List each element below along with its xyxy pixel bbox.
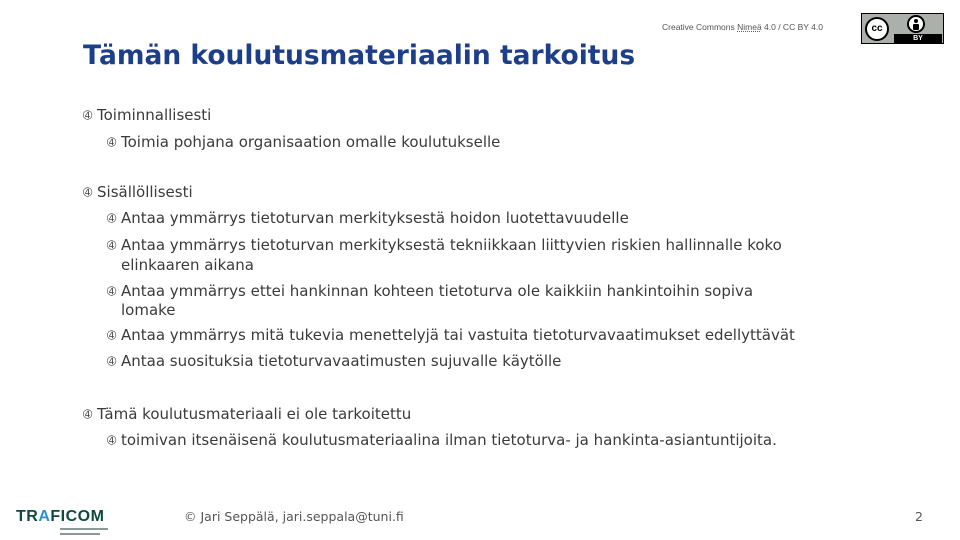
attribution-person-icon	[907, 15, 925, 33]
bullet-item	[83, 105, 211, 126]
bullet-text: toimivan itsenäisenä koulutusmateriaalina ilman tietoturva- ja hankinta-asiantuntijoita.	[121, 431, 777, 449]
bullet-arrow-icon: ➃	[83, 109, 93, 122]
sub-bullet-item	[107, 132, 500, 153]
bullet-item	[83, 182, 193, 203]
bullet-arrow-icon: ➃	[107, 355, 117, 368]
bullet-text: Toiminnallisesti	[97, 106, 212, 124]
sub-bullet-item	[107, 208, 629, 229]
logo-wordmark	[16, 508, 104, 526]
license-text	[662, 22, 823, 32]
sub-bullet-item	[107, 281, 753, 302]
bullet-text: Antaa ymmärrys ettei hankinnan kohteen tietoturva ole kaikkiin hankintoihin sopiva	[121, 282, 754, 300]
footer-author: © Jari Seppälä, jari.seppala@tuni.fi	[184, 509, 404, 524]
sub-bullet-item	[107, 351, 561, 372]
bullet-text: Antaa ymmärrys tietoturvan merkityksestä tekniikkaan liittyvien riskien hallinnalle koko	[121, 236, 782, 254]
bullet-arrow-icon: ➃	[107, 212, 117, 225]
sub-bullet-item	[107, 325, 795, 346]
sub-bullet-item	[107, 430, 777, 451]
bullet-text: Toimia pohjana organisaation omalle koulutukselle	[121, 133, 501, 151]
license-text-pre: Creative Commons	[662, 22, 738, 32]
traficom-logo	[16, 508, 111, 538]
logo-tagline-line	[60, 528, 108, 530]
bullet-text: Sisällöllisesti	[97, 183, 193, 201]
bullet-arrow-icon: ➃	[83, 408, 93, 421]
license-text-underlined: Nimeä	[737, 22, 762, 32]
bullet-continuation: elinkaaren aikana	[121, 256, 254, 274]
logo-tagline-line	[60, 533, 100, 535]
bullet-arrow-icon: ➃	[107, 239, 117, 252]
bullet-arrow-icon: ➃	[107, 434, 117, 447]
bullet-arrow-icon: ➃	[107, 285, 117, 298]
bullet-item	[83, 404, 411, 425]
bullet-continuation: lomake	[121, 301, 176, 319]
logo-accent: A	[38, 508, 51, 525]
logo-part: FICOM	[50, 508, 105, 525]
bullet-arrow-icon: ➃	[83, 186, 93, 199]
sub-bullet-item	[107, 235, 782, 256]
bullet-text: Antaa ymmärrys tietoturvan merkityksestä hoidon luotettavuudelle	[121, 209, 629, 227]
cc-by-badge[interactable]	[861, 13, 944, 44]
bullet-arrow-icon: ➃	[107, 329, 117, 342]
by-label: BY	[894, 34, 942, 43]
bullet-text: Antaa suosituksia tietoturvavaatimusten sujuvalle käytölle	[121, 352, 562, 370]
logo-part: TR	[16, 508, 39, 525]
page-number: 2	[915, 509, 923, 524]
cc-icon: cc	[865, 17, 889, 41]
bullet-text: Tämä koulutusmateriaali ei ole tarkoitettu	[97, 405, 412, 423]
slide-title: Tämän koulutusmateriaalin tarkoitus	[83, 40, 636, 71]
bullet-text: Antaa ymmärrys mitä tukevia menettelyjä tai vastuita tietoturvavaatimukset edellyttävät	[121, 326, 795, 344]
license-text-post: 4.0 / CC BY 4.0	[761, 22, 823, 32]
bullet-arrow-icon: ➃	[107, 136, 117, 149]
